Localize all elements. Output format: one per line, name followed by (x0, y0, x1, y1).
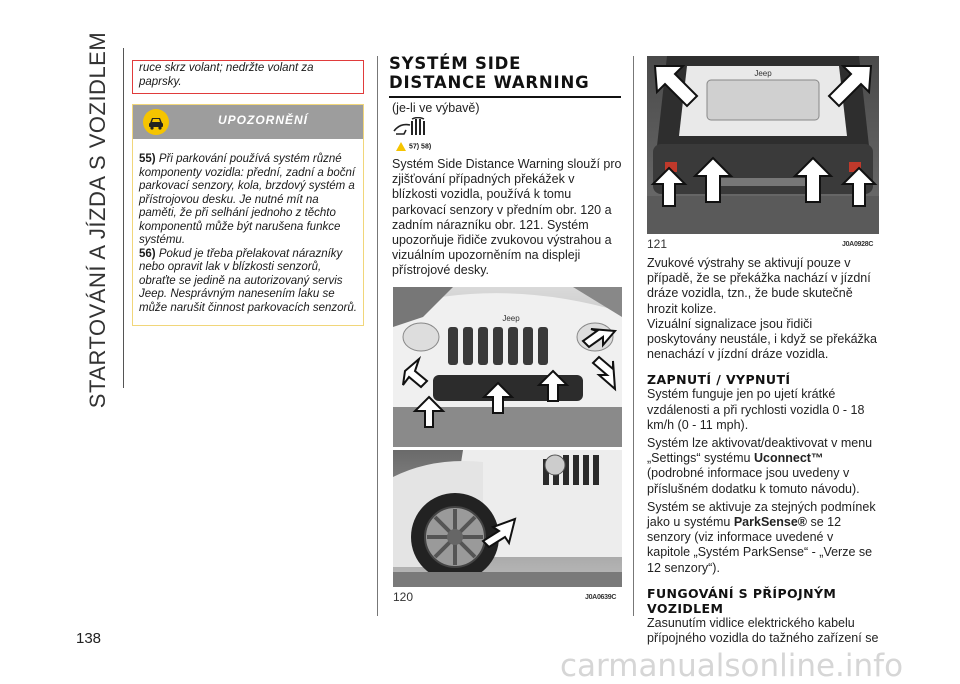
side-distance-warning-icon (392, 117, 436, 142)
subheading-on-off: ZAPNUTÍ / VYPNUTÍ (647, 372, 791, 388)
figure-120-number: 120 (393, 590, 414, 604)
paragraph: Zvukové výstrahy se aktivují pouze v případě, že se překážka nachází v jízdní dráze vozidla, tzn., že bude skutečně hrozit kolize. (647, 256, 871, 316)
figure-121-image (647, 56, 879, 234)
warning-triangle-icon (396, 142, 406, 151)
warning-note-56: 56) Pokud je třeba přelakovat nárazníky nebo opravit lak v blízkosti senzorů, obraťte se jedině na autorizovaný servis Jeep. Nesprávným nanesením laku se může narušit činnost parkovacích senzorů. (139, 247, 357, 314)
figure-121-number: 121 (647, 237, 668, 251)
paragraph: Systém se aktivuje za stejných podmínek jako u systému ParkSense® se 12 senzory (viz informace uvedené v kapitole „Systém ParkSense“ - „Verze se 12 senzory“). (647, 499, 876, 575)
column-divider (633, 56, 634, 616)
page-number: 138 (76, 630, 102, 647)
warning-title: UPOZORNĚNÍ (217, 113, 308, 127)
section-body: Systém Side Distance Warning slouží pro zjišťování případných překážek v blízkosti vozidla, používá k tomu parkovací senzory v předním obr. 120 a zadním nárazníku obr. 121. Systém upozorňuje řidiče zvukovou výstrahou a vizuálním upozorněním na displeji přístrojové desky. (392, 157, 622, 278)
figure-120-code: J0A0639C (585, 594, 617, 601)
warning-note-55: 55) Při parkování používá systém různé komponenty vozidla: přední, zadní a boční parkovací senzory, kola, brzdový systém a přístrojovou desku. Je nutné mít na paměti, že při selhání jednoho z těchto komponentů může být narušena funkce systému. (139, 153, 356, 246)
continuation-note: ruce skrz volant; nedržte volant za paprsky. (132, 60, 364, 94)
optional-equipment-note: (je-li ve výbavě) (392, 101, 480, 115)
paragraph: Systém lze aktivovat/deaktivovat v menu „Settings“ systému Uconnect™ (podrobné informace jsou uvedeny v příslušném dodatku k tomuto návodu). (647, 436, 873, 496)
figure-120-jeep-logo: Jeep (502, 314, 520, 323)
column-divider (377, 56, 378, 616)
chapter-side-title: STARTOVÁNÍ A JÍZDA S VOZIDLEM (85, 31, 110, 409)
warning-box (132, 104, 364, 326)
warning-header (133, 105, 363, 139)
figure-121-jeep-logo: Jeep (754, 69, 772, 78)
side-divider (123, 48, 124, 388)
heading-rule (389, 96, 621, 98)
figure-120-image (393, 287, 622, 587)
paragraph: Systém funguje jen po ujetí krátké vzdálenosti a při rychlosti vozidla 0 - 18 km/h (0 - 11 mph). (647, 387, 865, 432)
paragraph: Zasunutím vidlice elektrického kabelu přípojného vozidla do tažného zařízení se (647, 615, 879, 646)
watermark: carmanualsonline.info (560, 648, 904, 684)
figure-121-code: J0A0928C (842, 241, 874, 248)
subheading-trailer: FUNGOVÁNÍ S PŘÍPOJNÝM VOZIDLEM (647, 585, 837, 616)
paragraph: Vizuální signalizace jsou řidiči poskytovány neustále, i když se překážka nenachází v jízdní dráze vozidla. (647, 316, 877, 362)
warning-references: 57) 58) (396, 142, 431, 151)
section-heading: SYSTÉM SIDE DISTANCE WARNING (389, 54, 590, 92)
column-3-body (647, 256, 879, 646)
